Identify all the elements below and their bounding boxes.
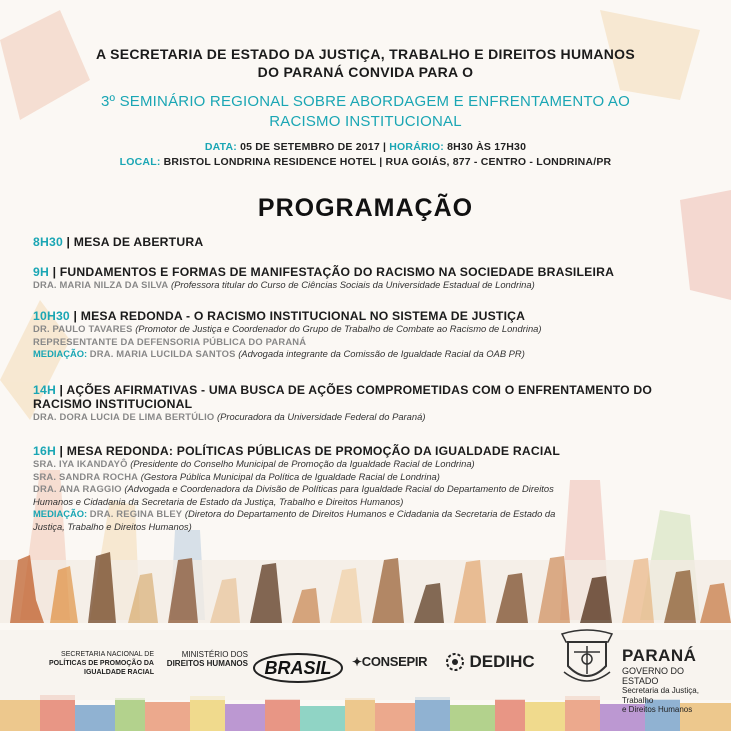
seppir-small-text: SECRETARIA NACIONAL DE (61, 651, 154, 658)
item-time: 8H30 (33, 235, 63, 249)
time-value: 8H30 ÀS 17H30 (447, 141, 527, 153)
item-heading-cont: RACISMO INSTITUCIONAL (33, 397, 193, 411)
speaker-line-cont (33, 496, 703, 509)
speaker-name: DRA. MARIA NILZA DA SILVA (33, 279, 169, 290)
seppir-line-1: POLÍTICAS DE PROMOÇÃO DA (48, 660, 154, 667)
seppir-line-2: IGUALDADE RACIAL (84, 669, 154, 676)
speaker-line (33, 411, 703, 424)
item-title: MESA REDONDA - O RACISMO INSTITUCIONAL NO SISTEMA DE JUSTIÇA (80, 309, 526, 323)
program-item (33, 235, 703, 249)
speaker-line (33, 483, 703, 496)
separator: | (383, 141, 387, 153)
speaker-line (33, 323, 703, 336)
event-date-time (0, 141, 731, 153)
local-value: BRISTOL LONDRINA RESIDENCE HOTEL | RUA GOIÁS, 877 - CENTRO - LONDRINA/PR (163, 156, 612, 168)
speaker-name: DRA. ANA RAGGIO (33, 483, 122, 495)
dedihc-icon (445, 652, 465, 672)
parana-government-logo (622, 646, 718, 715)
speaker-desc: (Presidente do Conselho Municipal de Promoção da Igualdade Racial de Londrina) (130, 458, 475, 469)
speaker-name: DRA. DORA LUCIA DE LIMA BERTÚLIO (33, 411, 215, 422)
speaker-desc: (Advogada e Coordenadora da Divisão de Políticas para Igualdade Racial do Departamento de Direitos (124, 483, 554, 495)
program-item (33, 265, 703, 292)
parana-text: PARANÁ (622, 646, 697, 665)
mediation-line-cont (33, 521, 703, 534)
mediation-line (33, 348, 703, 361)
ministry-line-2: DIREITOS HUMANOS (166, 659, 248, 668)
item-title: MESA REDONDA: POLÍTICAS PÚBLICAS DE PROMOÇÃO DA IGUALDADE RACIAL (66, 444, 561, 458)
speaker-desc: (Professora titular do Curso de Ciências Sociais da Universidade Estadual de Londrina) (170, 279, 535, 290)
item-time: 16H (33, 444, 56, 458)
speaker-name: REPRESENTANTE DA DEFENSORIA PÚBLICA DO PARANÁ (33, 335, 307, 347)
speaker-name: DR. PAULO TAVARES (33, 323, 133, 334)
speaker-name: SRA. SANDRA ROCHA (33, 470, 139, 482)
parana-coat-of-arms-icon (560, 628, 614, 690)
secretaria-line-2: e Direitos Humanos (622, 705, 693, 714)
header-line-2: DO PARANÁ CONVIDA PARA O (257, 64, 474, 80)
speaker-desc: (Promotor de Justiça e Coordenador do Grupo de Trabalho de Combate ao Racismo de Londrina) (135, 323, 542, 334)
program-item (33, 383, 703, 424)
ministry-logo (162, 650, 248, 668)
item-heading: 10H30 | MESA REDONDA - O RACISMO INSTITUCIONAL NO SISTEMA DE JUSTIÇA (33, 309, 526, 323)
date-value: 05 DE SETEMBRO DE 2017 (240, 141, 380, 153)
item-title: MESA DE ABERTURA (73, 235, 204, 249)
header-line-1: A SECRETARIA DE ESTADO DA JUSTIÇA, TRABALHO E DIREITOS HUMANOS (96, 46, 635, 62)
item-heading: 16H | MESA REDONDA: POLÍTICAS PÚBLICAS DE PROMOÇÃO DA IGUALDADE RACIAL (33, 444, 561, 458)
speaker-desc: (Procuradora da Universidade Federal do Paraná) (217, 411, 426, 422)
speaker-desc-cont: Humanos e Cidadania da Secretaria de Estado da Justiça, Trabalho e Direitos Humanos) (33, 495, 404, 507)
mediation-label: MEDIAÇÃO: (33, 508, 88, 520)
dedihc-text: DEDIHC (469, 652, 535, 671)
mediation-line (33, 508, 703, 521)
speaker-desc: (Gestora Pública Municipal da Política de Igualdade Racial de Londrina) (140, 470, 440, 482)
mediator-desc: (Diretora do Departamento de Direitos Humanos e Cidadania da Secretaria de Estado da (184, 508, 556, 520)
seminar-title-1: 3º SEMINÁRIO REGIONAL SOBRE ABORDAGEM E ENFRENTAMENTO AO (100, 93, 630, 110)
speaker-line (33, 279, 703, 292)
item-heading: 14H | AÇÕES AFIRMATIVAS - UMA BUSCA DE AÇÕES COMPROMETIDAS COM O ENFRENTAMENTO DO (33, 383, 653, 397)
seminar-title-2: RACISMO INSTITUCIONAL (269, 113, 462, 130)
speaker-line (33, 458, 703, 471)
governo-text: GOVERNO DO ESTADO (622, 666, 685, 686)
seppir-logo (30, 650, 154, 677)
item-time: 9H (33, 265, 49, 279)
program-item (33, 444, 703, 534)
mediation-label: MEDIAÇÃO: (33, 348, 88, 360)
item-time: 10H30 (33, 309, 70, 323)
brasil-logo-mark (252, 648, 344, 686)
time-label: HORÁRIO: (389, 141, 444, 153)
speaker-line (33, 471, 703, 484)
speaker-line (33, 336, 703, 349)
program-item (33, 309, 703, 361)
brasil-text: BRASIL (264, 658, 332, 678)
mediator-name: DRA. MARIA LUCILDA SANTOS (89, 348, 236, 360)
item-time: 14H (33, 383, 56, 397)
local-label: LOCAL: (119, 156, 161, 168)
mediator-desc-cont: Justiça, Trabalho e Direitos Humanos) (33, 520, 192, 532)
speaker-name: SRA. IYA IKANDAYÔ (33, 458, 128, 469)
item-title: AÇÕES AFIRMATIVAS - UMA BUSCA DE AÇÕES COMPROMETIDAS COM O ENFRENTAMENTO DO (66, 383, 653, 397)
brasil-logo (252, 648, 344, 686)
consepir-logo (352, 654, 427, 669)
item-heading: 8H30 | MESA DE ABERTURA (33, 235, 204, 249)
consepir-text: CONSEPIR (361, 654, 428, 669)
ministry-line-1: MINISTÉRIO DOS (181, 650, 248, 659)
program-title: PROGRAMAÇÃO (257, 194, 474, 222)
consepir-icon: ✦ (352, 655, 362, 669)
item-title: FUNDAMENTOS E FORMAS DE MANIFESTAÇÃO DO RACISMO NA SOCIEDADE BRASILEIRA (59, 265, 615, 279)
mediator-name: DRA. REGINA BLEY (89, 508, 183, 520)
date-label: DATA: (204, 141, 237, 153)
mediator-desc: (Advogada integrante da Comissão de Igualdade Racial da OAB PR) (238, 348, 525, 360)
event-location (0, 156, 731, 168)
secretaria-line-1: Secretaria da Justiça, Trabalho (622, 686, 699, 705)
dedihc-logo (445, 652, 535, 672)
item-heading: 9H | FUNDAMENTOS E FORMAS DE MANIFESTAÇÃO DO RACISMO NA SOCIEDADE BRASILEIRA (33, 265, 615, 279)
